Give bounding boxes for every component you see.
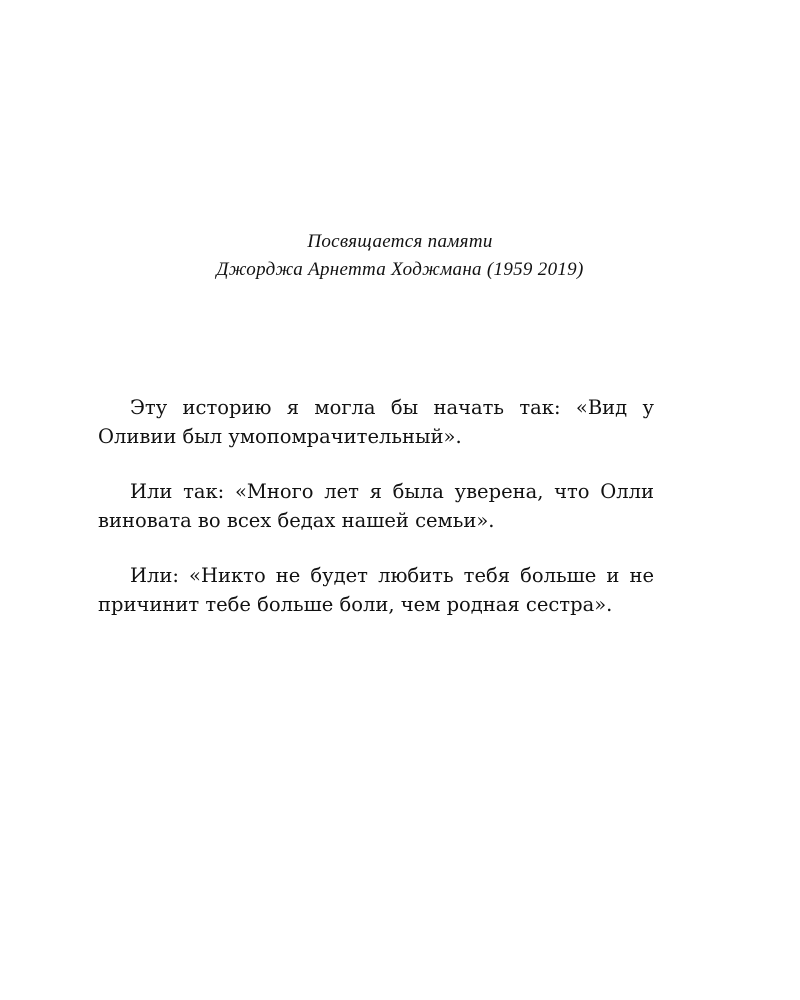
dedication-line-1: Посвящается памяти bbox=[307, 231, 493, 252]
dedication-line-2: Джорджа Арнетта Ходжмана (1959 2019) bbox=[216, 259, 584, 280]
dedication bbox=[0, 228, 800, 284]
epigraph-text bbox=[98, 393, 654, 619]
paragraph-1: Эту историю я могла бы начать так: «Вид у Оливии был умопомрачительный». bbox=[98, 396, 654, 448]
paragraph-3: Или: «Никто не будет любить тебя больше и не причинит тебе больше боли, чем родная сестра». bbox=[98, 564, 654, 616]
paragraph-2: Или так: «Много лет я была уверена, что Олли виновата во всех бедах нашей семьи». bbox=[98, 480, 654, 532]
